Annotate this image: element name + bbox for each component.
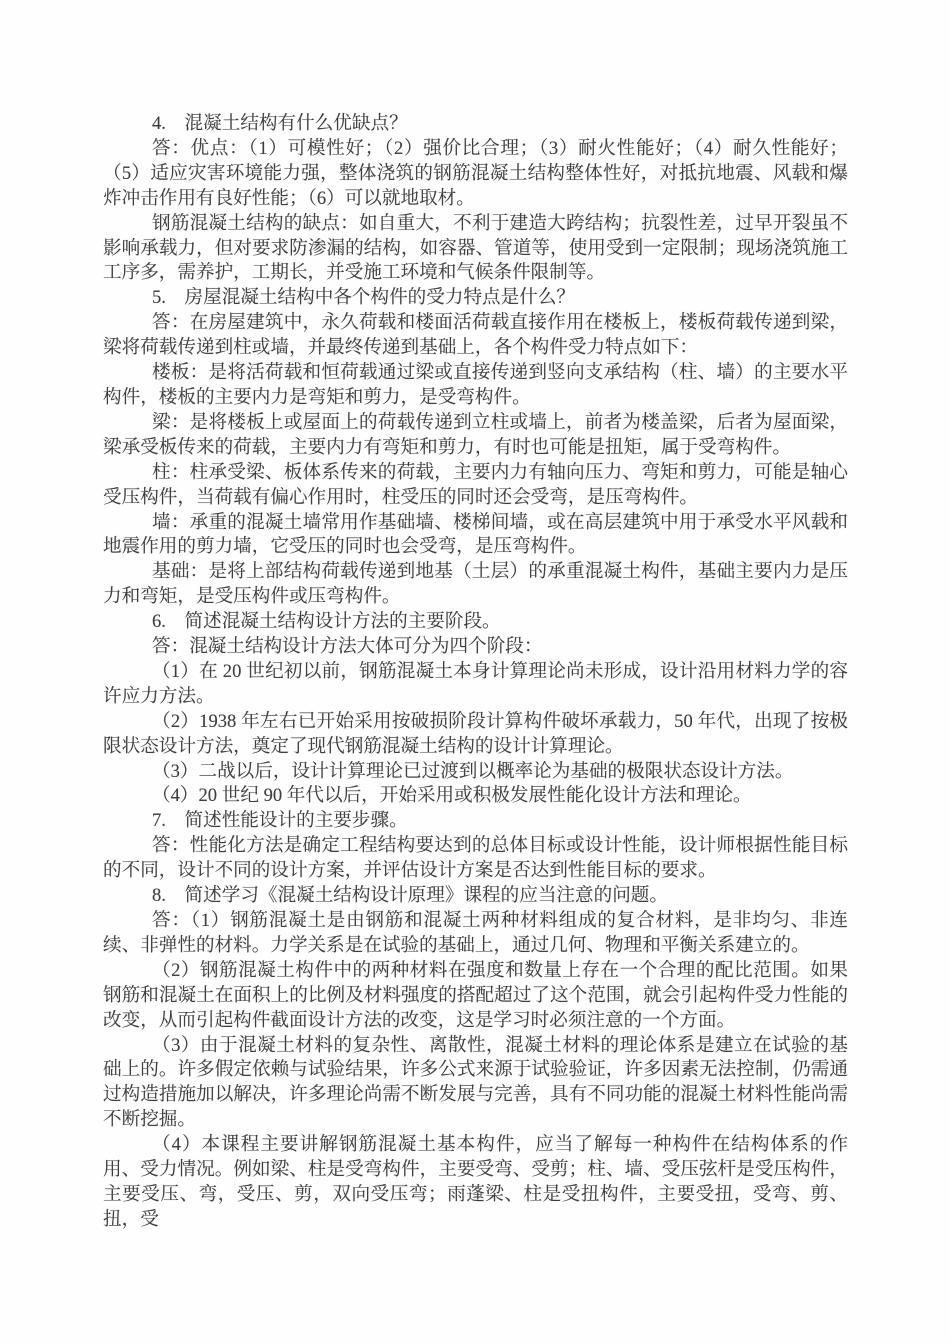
answer-6-stage-4: （4）20 世纪 90 年代以后，开始采用或积极发展性能化设计方法和理论。	[152, 785, 752, 807]
answer-6-stage-1: （1）在 20 世纪初以前，钢筋混凝土本身计算理论尚未形成，设计沿用材料力学的容许应力方法。	[103, 660, 848, 707]
answer-6-stage-3: （3）二战以后，设计计算理论已过渡到以概率论为基础的极限状态设计方法。	[152, 760, 794, 782]
answer-5-intro: 答：在房屋建筑中，永久荷载和楼面活荷载直接作用在楼板上，楼板荷载传递到梁，梁将荷载传递到柱或墙，并最终传递到基础上，各个构件受力特点如下：	[103, 312, 848, 359]
question-5-heading: 5. 房屋混凝土结构中各个构件的受力特点是什么？	[152, 287, 576, 309]
question-6-heading: 6. 简述混凝土结构设计方法的主要阶段。	[152, 611, 501, 633]
question-7-heading: 7. 简述性能设计的主要步骤。	[152, 810, 408, 832]
answer-6-intro: 答：混凝土结构设计方法大体可分为四个阶段：	[152, 636, 543, 658]
answer-5-column: 柱：柱承受梁、板体系传来的荷载，主要内力有轴向压力、弯矩和剪力，可能是轴心受压构件，当荷载有偏心作用时，柱受压的同时还会受弯，是压弯构件。	[103, 461, 848, 508]
answer-4-disadvantages: 钢筋混凝土结构的缺点：如自重大，不利于建造大跨结构；抗裂性差，过早开裂虽不影响承载力，但对要求防渗漏的结构，如容器、管道等，使用受到一定限制；现场浇筑施工工序多，需养护，工期长，并受施工环境和气候条件限制等。	[103, 212, 848, 284]
answer-4-advantages: 答：优点：（1）可模性好；（2）强价比合理；（3）耐火性能好；（4）耐久性能好；（5）适应灾害环境能力强，整体浇筑的钢筋混凝土结构整体性好，对抵抗地震、风载和爆炸冲击作用有良好性能；（6）可以就地取材。	[103, 137, 848, 209]
question-8-heading: 8. 简述学习《混凝土结构设计原理》课程的应当注意的问题。	[152, 885, 668, 907]
answer-5-wall: 墙：承重的混凝土墙常用作基础墙、楼梯间墙，或在高层建筑中用于承受水平风载和地震作用的剪力墙，它受压的同时也会受弯，是压弯构件。	[103, 511, 848, 558]
answer-8-point-3: （3）由于混凝土材料的复杂性、离散性，混凝土材料的理论体系是建立在试验的基础上的。许多假定依赖与试验结果，许多公式来源于试验验证，许多因素无法控制，仍需通过构造措施加以解决，许多理论尚需不断发展与完善，具有不同功能的混凝土材料性能尚需不断挖掘。	[103, 1034, 848, 1131]
question-4-heading: 4. 混凝土结构有什么优缺点？	[152, 113, 408, 134]
answer-5-slab: 楼板：是将活荷载和恒荷载通过梁或直接传递到竖向支承结构（柱、墙）的主要水平构件，楼板的主要内力是弯矩和剪力，是受弯构件。	[103, 362, 848, 408]
answer-5-foundation: 基础：是将上部结构荷载传递到地基（土层）的承重混凝土构件，基础主要内力是压力和弯矩，是受压构件或压弯构件。	[103, 561, 848, 608]
document-text-block	[103, 112, 848, 1233]
answer-8-point-4: （4）本课程主要讲解钢筋混凝土基本构件，应当了解每一种构件在结构体系的作用、受力情况。例如梁、柱是受弯构件，主要受弯、受剪；柱、墙、受压弦杆是受压构件，主要受压、弯，受压、剪，双向受压弯；雨蓬梁、柱是受扭构件，主要受扭，受弯、剪、扭，受	[103, 1134, 848, 1230]
answer-6-stage-2: （2）1938 年左右已开始采用按破损阶段计算构件破坏承载力，50 年代，出现了按极限状态设计方法，奠定了现代钢筋混凝土结构的设计计算理论。	[103, 710, 848, 757]
answer-8-point-1: 答：（1）钢筋混凝土是由钢筋和混凝土两种材料组成的复合材料，是非均匀、非连续、非弹性的材料。力学关系是在试验的基础上，通过几何、物理和平衡关系建立的。	[103, 910, 848, 956]
answer-8-point-2: （2）钢筋混凝土构件中的两种材料在强度和数量上存在一个合理的配比范围。如果钢筋和混凝土在面积上的比例及材料强度的搭配超过了这个范围，就会引起构件受力性能的改变，从而引起构件截面设计方法的改变，这是学习时必须注意的一个方面。	[103, 959, 848, 1031]
answer-7: 答：性能化方法是确定工程结构要达到的总体目标或设计性能，设计师根据性能目标的不同，设计不同的设计方案，并评估设计方案是否达到性能目标的要求。	[103, 835, 848, 882]
answer-5-beam: 梁：是将楼板上或屋面上的荷载传递到立柱或墙上，前者为楼盖梁，后者为屋面梁，梁承受板传来的荷载，主要内力有弯矩和剪力，有时也可能是扭矩，属于受弯构件。	[103, 411, 848, 458]
